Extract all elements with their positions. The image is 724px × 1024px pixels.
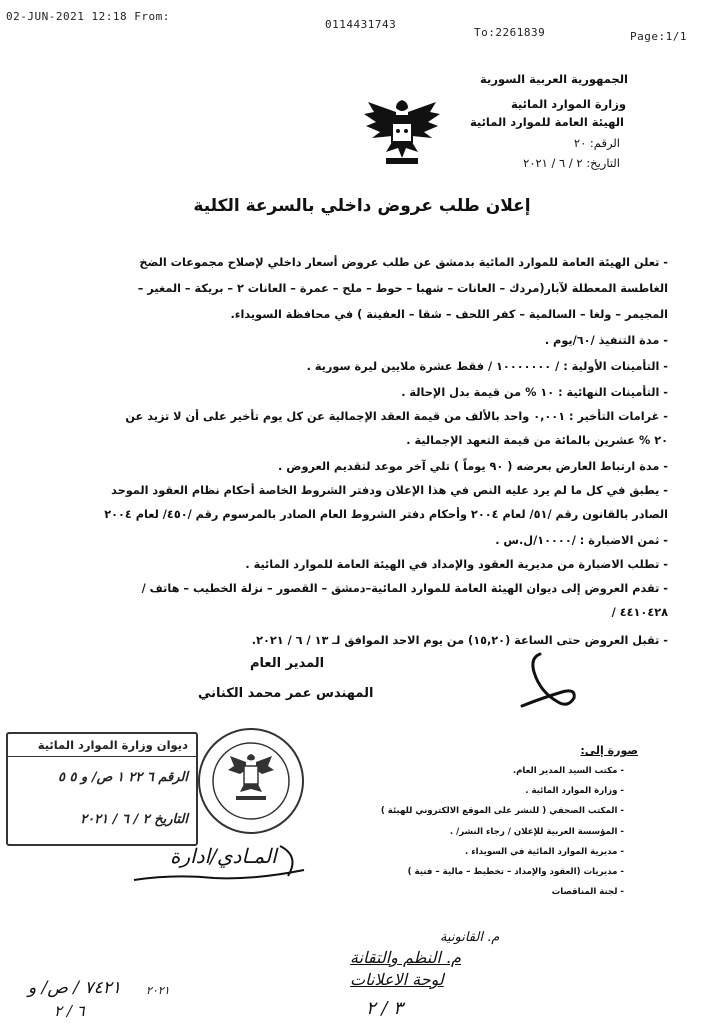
body-line: - يطبق في كل ما لم يرد عليه النص في هذا الإعلان ودفتر الشروط الخاصة أحكام نظام العقود الموحد	[111, 484, 668, 497]
copies-item: - المؤسسة العربية للإعلان / رجاء النشر/ .	[449, 826, 624, 837]
body-line: الغاطسة المعطلة لآبار(مردك – العانات – شهبا – حوط – ملح – عمرة – العانات ٢ – بريكة – المغير –	[137, 282, 668, 295]
body-line: - مدة ارتباط العارض بعرضه ( ٩٠ يوماً ) تلي آخر موعد لتقديم العروض .	[278, 460, 668, 473]
stamp-divider	[8, 756, 196, 757]
letterhead-ministry: وزارة الموارد المائية	[510, 97, 626, 111]
stamp-header: ديوان وزارة الموارد المائية	[37, 738, 188, 752]
office-receipt-stamp	[6, 732, 198, 846]
body-line: المجيمر – ولغا – السالمية – كفر اللحف – شقا – العفينة ) في محافظة السويداء.	[230, 308, 668, 321]
handwritten-note-board: لوحة الاعلانات	[350, 970, 444, 989]
copies-item: - مديرية الموارد المائية في السويداء .	[465, 846, 624, 857]
body-line: - تقبل العروض حتى الساعة (١٥,٢٠) من يوم الاحد الموافق لـ ١٣ / ٦ / ٢٠٢١.	[251, 634, 668, 647]
handwritten-note-legal: م. القانونية	[440, 930, 500, 945]
body-line: - تعلن الهيئة العامة للموارد المائية بدمشق عن طلب عروض أسعار داخلي لإصلاح مجموعات الضخ	[139, 256, 668, 269]
body-line: - غرامات التأخير : ٠,٠٠١ واحد بالألف من قيمة العقد الإجمالية عن كل يوم تأخير على أن لا تزيد عن	[125, 410, 668, 423]
body-line: - مدة التنفيذ /٦٠/يوم .	[544, 334, 668, 347]
stamp-date: التاريخ ٢ / ٦ / ٢٠٢١	[80, 812, 188, 827]
fax-page: Page:1/1	[630, 30, 687, 43]
stamp-number: الرقم ٦ ٢٢ ١ ص/ و ٥ ٥	[58, 770, 188, 785]
signature-name: المهندس عمر محمد الكناني	[198, 686, 374, 701]
round-official-seal-icon	[196, 726, 306, 836]
copies-item: - مكتب السيد المدير العام.	[512, 766, 624, 776]
body-line: الصادر بالقانون رقم /٥١/ لعام ٢٠٠٤ وأحكام دفتر الشروط العام الصادر بالمرسوم رقم /٤٥٠/ لعام ٢٠٠٤	[104, 508, 668, 521]
handwritten-note-resources: المـادي/ادارة	[170, 844, 277, 868]
body-line: ٢٠ % عشرين بالمائة من قيمة التعهد الإجمالية .	[406, 434, 668, 447]
body-line: ٤٤١٠٤٢٨ /	[611, 606, 668, 619]
letterhead-ref-number: الرقم: ٢٠	[573, 136, 620, 150]
copies-item: - مديريات (العقود والإمداد – تخطيط – مالية – فنية )	[407, 866, 624, 877]
fax-from-number: 0114431743	[325, 18, 397, 31]
letterhead-republic: الجمهورية العربية السورية	[480, 72, 628, 86]
copies-title: صورة إلى:	[580, 744, 638, 757]
letterhead-date: التاريخ: ٢ / ٦ / ٢٠٢١	[523, 156, 620, 170]
handwritten-scribble-icon	[130, 840, 320, 900]
handwritten-bottom-right: ٣ / ٢	[366, 998, 403, 1019]
handwritten-note-systems: م. النظم والتقانة	[350, 948, 461, 967]
copies-item: - وزارة الموارد المائية .	[525, 786, 624, 797]
eagle-emblem-icon	[362, 92, 442, 172]
fax-to: To:2261839	[474, 26, 546, 39]
body-line: - ثمن الاضبارة : /١٠٠٠٠/ل.س .	[495, 534, 668, 547]
copies-list	[364, 766, 624, 907]
handwritten-bottom-left-date: ٦ / ٢	[54, 1002, 85, 1020]
body-line: - تطلب الاضبارة من مديرية العقود والإمداد في الهيئة العامة للموارد المائية .	[245, 558, 668, 571]
handwritten-bottom-left-number: ٧٤٢١ / ص/ و	[28, 978, 121, 998]
body-line: - تقدم العروض إلى ديوان الهيئة العامة للموارد المائية–دمشق – القصور – نزلة الخطيب – هاتف /	[141, 582, 668, 595]
letterhead-authority: الهيئة العامة للموارد المائية	[469, 115, 624, 129]
copies-item: - لجنة المناقصات	[551, 887, 624, 898]
fax-date-from: 02-JUN-2021 12:18 From:	[6, 10, 170, 23]
copies-item: - المكتب الصحفي ( للنشر على الموقع الالكتروني للهيئة )	[380, 806, 624, 817]
document-title: إعلان طلب عروض داخلي بالسرعة الكلية	[193, 196, 531, 216]
signature-role: المدير العام	[250, 656, 325, 671]
body-line: - التأمينات الأولية : / ١٠٠٠٠٠٠٠ / فقط عشرة ملايين ليرة سورية .	[306, 360, 668, 373]
body-line: - التأمينات النهائية : ١٠ % من قيمة بدل الإحالة .	[401, 386, 668, 399]
handwritten-bottom-mid: ٢٠٢١	[146, 984, 170, 997]
handwritten-signature-icon	[500, 648, 590, 718]
